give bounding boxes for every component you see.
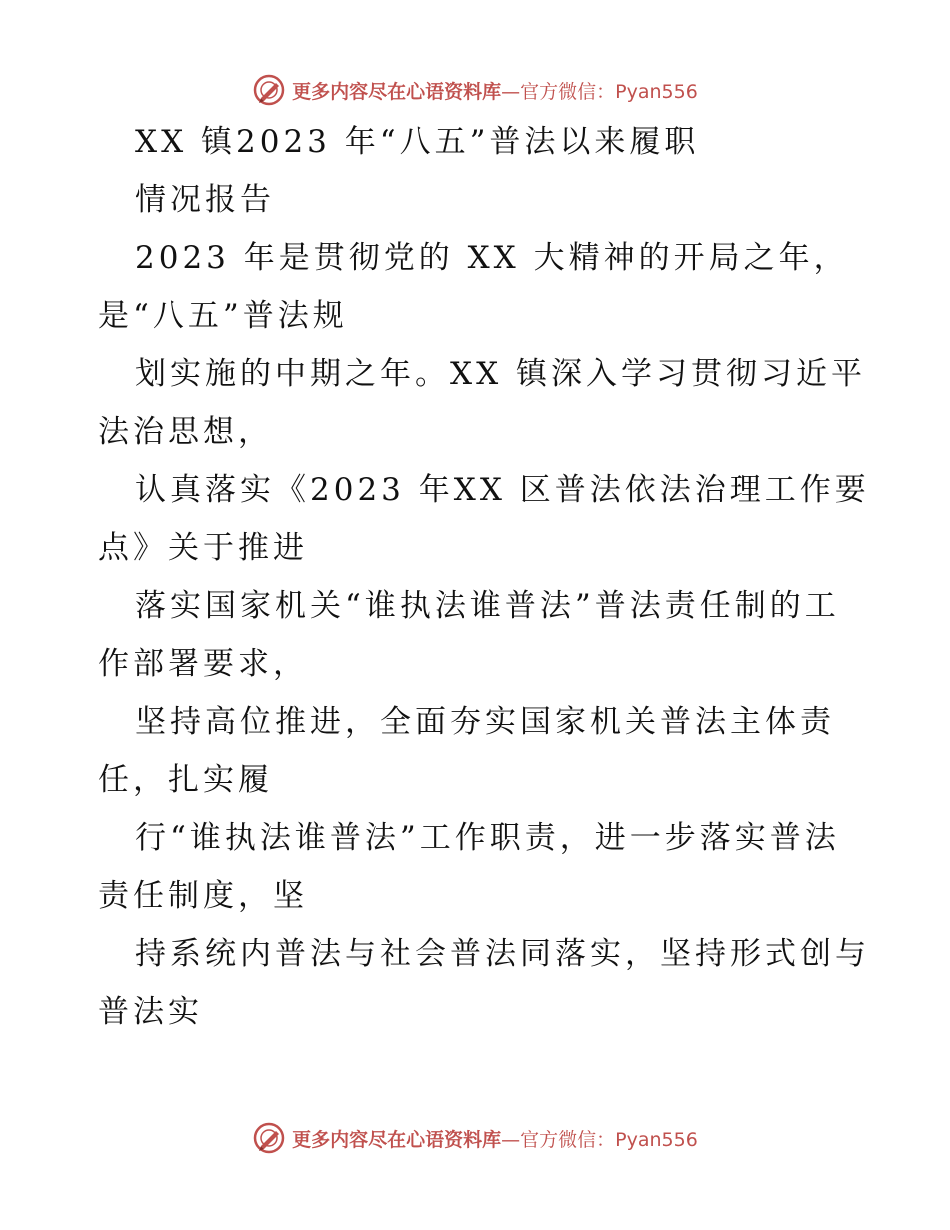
- paragraph-line: 普法实: [98, 994, 203, 1030]
- document-title-line-2: 情况报告: [135, 182, 275, 218]
- banner-dash: —: [501, 80, 521, 103]
- paragraph-line: 任，扎实履: [98, 762, 273, 798]
- banner-text: [292, 1125, 698, 1152]
- paragraph-line: 作部署要求，: [98, 646, 308, 682]
- banner-wechat: 官方微信：Pyan556: [520, 1128, 698, 1151]
- header-watermark-banner: [0, 70, 950, 110]
- paragraph-line: 行“谁执法谁普法”工作职责，进一步落实普法: [135, 820, 840, 856]
- pen-logo-icon: [252, 73, 286, 107]
- banner-site-name: 更多内容尽在心语资料库: [292, 80, 502, 103]
- banner-text: [292, 77, 698, 104]
- paragraph-line: 法治思想，: [98, 414, 273, 450]
- footer-watermark-banner: [0, 1118, 950, 1158]
- banner-wechat: 官方微信：Pyan556: [520, 80, 698, 103]
- banner-site-name: 更多内容尽在心语资料库: [292, 1128, 502, 1151]
- paragraph-line: 认真落实《2023 年XX 区普法依法治理工作要: [135, 472, 870, 508]
- paragraph-line: 划实施的中期之年。XX 镇深入学习贯彻习近平: [135, 356, 866, 392]
- document-title-line-1: XX 镇2023 年“八五”普法以来履职: [135, 124, 700, 160]
- paragraph-line: 点》关于推进: [98, 530, 308, 566]
- banner-dash: —: [501, 1128, 521, 1151]
- paragraph-line: 2023 年是贯彻党的 XX 大精神的开局之年，: [135, 240, 849, 276]
- paragraph-line: 落实国家机关“谁执法谁普法”普法责任制的工: [135, 588, 840, 624]
- paragraph-line: 是“八五”普法规: [98, 298, 348, 334]
- paragraph-line: 坚持高位推进，全面夯实国家机关普法主体责: [135, 704, 835, 740]
- pen-logo-icon: [252, 1121, 286, 1155]
- paragraph-line: 责任制度，坚: [98, 878, 308, 914]
- paragraph-line: 持系统内普法与社会普法同落实，坚持形式创与: [135, 936, 870, 972]
